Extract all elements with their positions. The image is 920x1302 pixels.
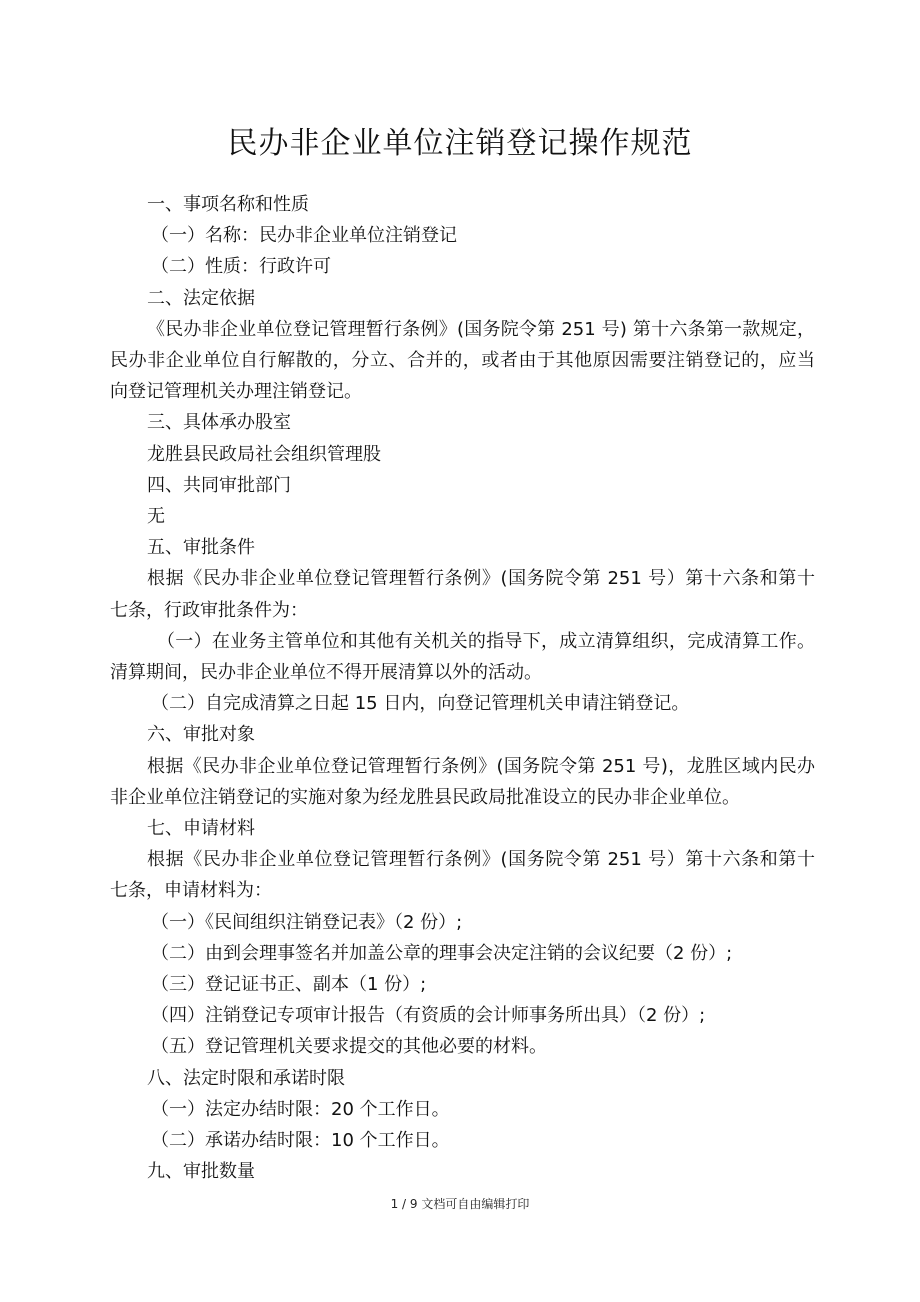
section-heading: 六、审批对象: [147, 724, 255, 746]
document-body: [110, 189, 815, 1188]
paragraph-line: 清算期间，民办非企业单位不得开展清算以外的活动。: [110, 662, 542, 684]
paragraph-line: 非企业单位注销登记的实施对象为经龙胜县民政局批准设立的民办非企业单位。: [110, 786, 740, 808]
list-item: （二）性质：行政许可: [151, 256, 331, 278]
paragraph-line: 民办非企业单位自行解散的，分立、合并的，或者由于其他原因需要注销登记的，应当: [110, 350, 815, 372]
paragraph-line: 七条，行政审批条件为：: [110, 599, 308, 621]
section-heading: 五、审批条件: [147, 537, 255, 559]
document-title: 民办非企业单位注销登记操作规范: [227, 126, 693, 161]
paragraph-line: 根据《民办非企业单位登记管理暂行条例》(国务院令第 251 号)，龙胜区域内民办: [147, 755, 815, 777]
paragraph-line: 龙胜县民政局社会组织管理股: [147, 443, 381, 465]
list-item: （一）名称：民办非企业单位注销登记: [151, 225, 457, 247]
section-heading: 八、法定时限和承诺时限: [147, 1067, 345, 1089]
paragraph-line: 根据《民办非企业单位登记管理暂行条例》(国务院令第 251 号）第十六条和第十: [147, 849, 815, 871]
page-footer: 1 / 9 文档可自由编辑打印: [390, 1197, 530, 1211]
paragraph-line: 向登记管理机关办理注销登记。: [110, 381, 362, 403]
list-item: （一）在业务主管单位和其他有关机关的指导下，成立清算组织，完成清算工作。: [157, 630, 815, 652]
list-item: （五）登记管理机关要求提交的其他必要的材料。: [151, 1036, 547, 1058]
list-item: （一）法定办结时限：20 个工作日。: [151, 1098, 450, 1120]
section-heading: 七、申请材料: [147, 818, 255, 840]
paragraph-line: 《民办非企业单位登记管理暂行条例》(国务院令第 251 号) 第十六条第一款规定，: [147, 318, 815, 340]
paragraph-line: 七条，申请材料为：: [110, 880, 272, 902]
list-item: （二）由到会理事签名并加盖公章的理事会决定注销的会议纪要（2 份）;: [151, 942, 733, 964]
list-item: （二）承诺办结时限：10 个工作日。: [151, 1130, 450, 1152]
paragraph-line: 无: [147, 506, 165, 528]
list-item: （二）自完成清算之日起 15 日内，向登记管理机关申请注销登记。: [151, 693, 690, 715]
list-item: （三）登记证书正、副本（1 份）;: [151, 974, 427, 996]
section-heading: 一、事项名称和性质: [147, 194, 309, 215]
section-heading: 四、共同审批部门: [147, 474, 291, 496]
paragraph-line: 根据《民办非企业单位登记管理暂行条例》(国务院令第 251 号）第十六条和第十: [147, 568, 815, 590]
section-heading: 九、审批数量: [147, 1161, 255, 1183]
section-heading: 三、具体承办股室: [147, 412, 291, 434]
list-item: （四）注销登记专项审计报告（有资质的会计师事务所出具）（2 份）;: [151, 1005, 706, 1027]
list-item: （一）《民间组织注销登记表》（2 份）;: [151, 911, 463, 933]
section-heading: 二、法定依据: [147, 287, 255, 309]
